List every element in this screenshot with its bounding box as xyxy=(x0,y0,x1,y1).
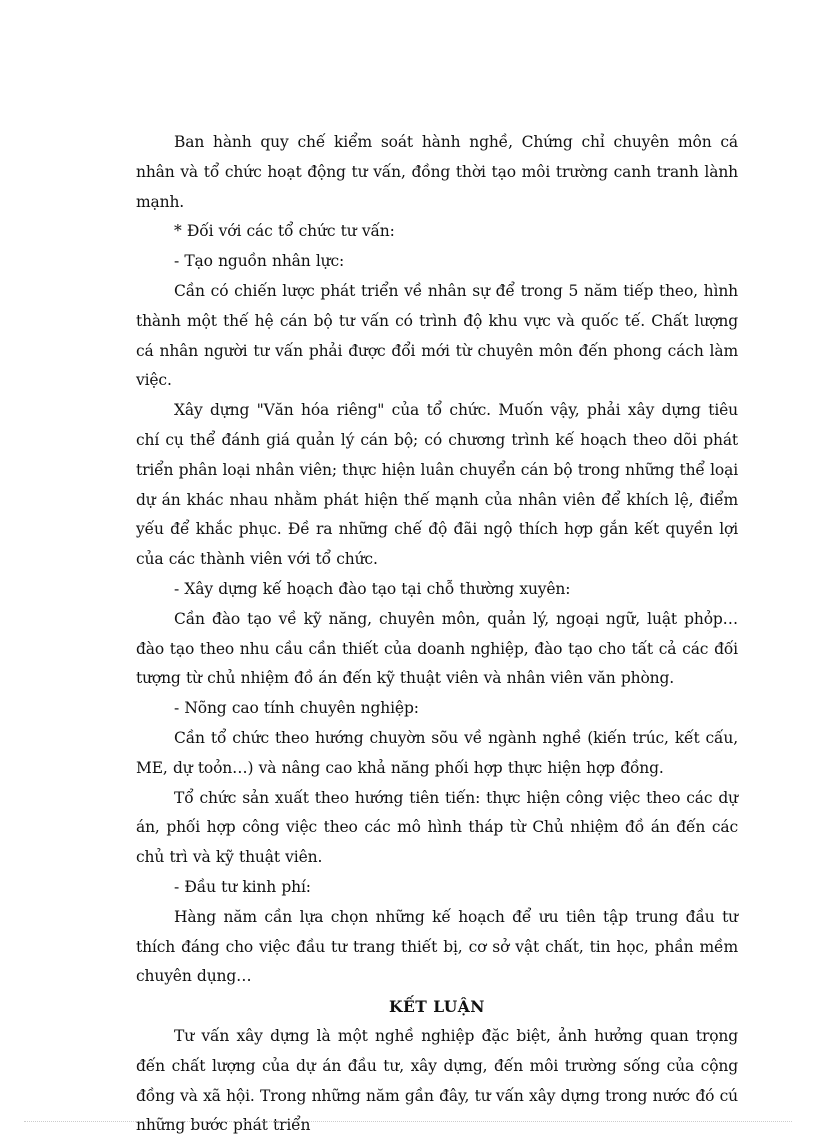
page-bottom-divider xyxy=(24,1121,792,1122)
paragraph-hr-strategy: Cần có chiến lược phát triển về nhân sự để trong 5 năm tiếp theo, hình thành một thế hệ cán bộ tư vấn có trình độ khu vực và quốc tế. Chất lượng cá nhân người tư vấn phải được đổi mới từ chuyên môn đến phong cách làm việc. xyxy=(136,281,738,390)
paragraph-production-organization: Tổ chức sản xuất theo hướng tiên tiến: thực hiện công việc theo các dự án, phối hợp công việc theo các mô hình tháp từ Chủ nhiệm đồ án đến các chủ trì và kỹ thuật viên. xyxy=(136,788,738,867)
paragraph-specialization: Cần tổ chức theo hướng chuyờn sõu về ngành nghề (kiến trúc, kết cấu, ME, dự toỏn…) và nâng cao khả năng phối hợp thực hiện hợp đồng. xyxy=(136,728,738,777)
paragraph-regulation: Ban hành quy chế kiểm soát hành nghề, Chứng chỉ chuyên môn cá nhân và tổ chức hoạt động tư vấn, đồng thời tạo môi trường canh tranh lành mạnh. xyxy=(136,133,738,211)
paragraph-consulting-orgs-heading: * Đối với các tổ chức tư vấn: xyxy=(174,222,395,241)
document-body xyxy=(136,128,738,1141)
conclusion-heading: KẾT LUẬN xyxy=(389,997,485,1017)
paragraph-investment-heading: - Đầu tư kinh phí: xyxy=(174,877,311,896)
paragraph-training: Cần đào tạo về kỹ năng, chuyên môn, quản lý, ngoại ngữ, luật phỏp… đào tạo theo nhu cầu cần thiết của doanh nghiệp, đào tạo cho tất cả các đối tượng từ chủ nhiệm đồ án đến kỹ thuật viên và nhân viên văn phòng. xyxy=(136,609,738,688)
paragraph-culture: Xây dựng "Văn hóa riêng" của tổ chức. Muốn vậy, phải xây dựng tiêu chí cụ thể đánh giá quản lý cán bộ; có chương trình kế hoạch theo dõi phát triển phân loại nhân viên; thực hiện luân chuyển cán bộ trong những thể loại dự án khác nhau nhằm phát hiện thế mạnh của nhân viên để khích lệ, điểm yếu để khắc phục. Đề ra những chế độ đãi ngộ thích hợp gắn kết quyền lợi của các thành viên với tổ chức. xyxy=(136,401,738,569)
paragraph-professionalism-heading: - Nõng cao tính chuyên nghiệp: xyxy=(174,699,419,718)
paragraph-human-resources-heading: - Tạo nguồn nhân lực: xyxy=(174,252,345,271)
paragraph-conclusion: Tư vấn xây dựng là một nghề nghiệp đặc biệt, ảnh hưởng quan trọng đến chất lượng của dự án đầu tư, xây dựng, đến môi trường sống của cộng đồng và xã hội. Trong những năm gần đây, tư vấn xây dựng trong nước đó cú những bước phát triển xyxy=(136,1026,738,1135)
paragraph-investment: Hàng năm cần lựa chọn những kế hoạch để ưu tiên tập trung đầu tư thích đáng cho việc đầu tư trang thiết bị, cơ sở vật chất, tin học, phần mềm chuyên dụng… xyxy=(136,907,738,986)
paragraph-training-heading: - Xây dựng kế hoạch đào tạo tại chỗ thường xuyên: xyxy=(174,579,571,598)
